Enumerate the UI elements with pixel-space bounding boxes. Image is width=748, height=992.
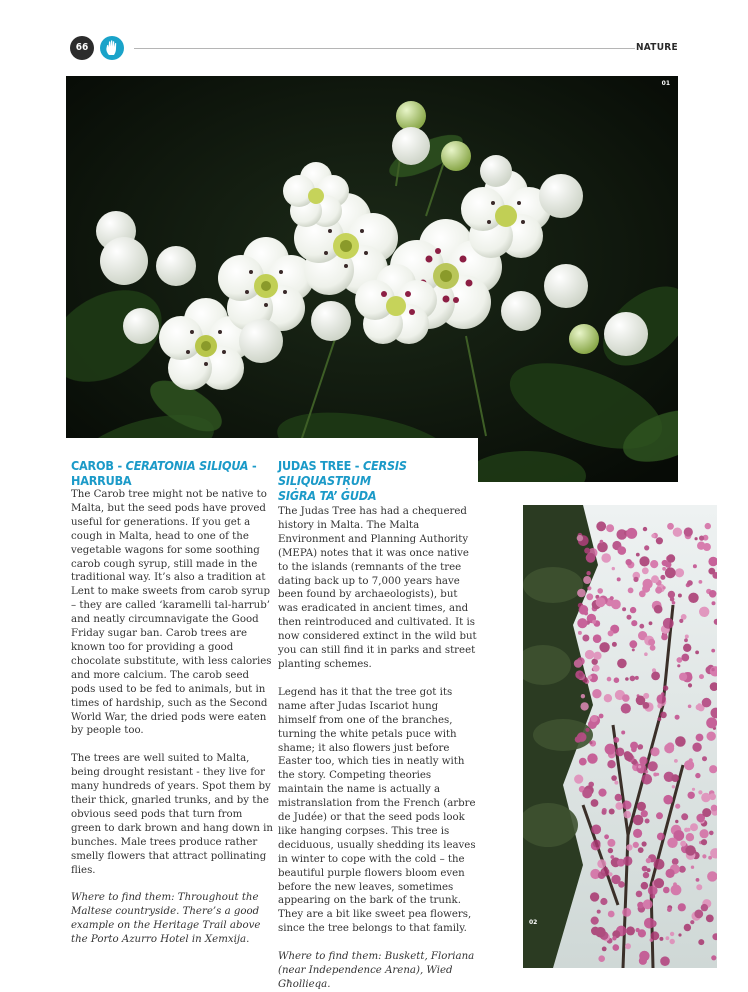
page-number-badge: 66 bbox=[70, 36, 94, 60]
carob-heading-latin: CERATONIA SILIQUA bbox=[125, 458, 249, 473]
carob-paragraph-1: The Carob tree might not be native to Malta, but the seed pods have proved useful for generations. If you get a cough in Malta, head to one of the vegetable wagons for some soothing carob cough syrup, still made in the traditional way. It’s also a tradition at Lent to make sweets from carob syrup – they are called ‘karamelli tal-harrub’ and neatly circumnavigate the Good Friday sugar ban. Carob trees are known too for providing a good chocolate substitute, with less calories and more calcium. The carob seed pods used to be fed to animals, but in times of hardship, such as the Second World War, the dried pods were eaten by people too. bbox=[71, 489, 272, 737]
carob-where-to-find: Where to find them: Throughout the Maltese countryside. There’s a good example on the Heritage Trail above the Porto Azurro Hotel in Xemxija. bbox=[71, 892, 261, 946]
carob-paragraph-2: The trees are well suited to Malta, being drought resistant - they live for many hundreds of years. Spot them by their thick, gnarled trunks, and by the obvious seed pods that turn from green to dark brown and hang down in bunches. Male trees produce rather smelly flowers that attract pollinating flies. bbox=[71, 753, 273, 876]
carob-heading-maltese: - HARRUBA bbox=[71, 458, 257, 488]
judas-heading-plain: JUDAS TREE - bbox=[278, 458, 363, 473]
main-photo-blossoms bbox=[66, 76, 678, 482]
photo-caption-number-02: 02 bbox=[529, 919, 538, 926]
judas-where-to-find: Where to find them: Buskett, Floriana (near Independence Arena), Wied Għollieqa. bbox=[278, 951, 475, 990]
judas-paragraph-1: The Judas Tree has had a chequered history in Malta. The Malta Environment and Planning Authority (MEPA) notes that it was once native to the islands (remnants of the tree dating back up to 7,000 years have been found by archaeologists), but was eradicated in ancient times, and then reintroduced and cultivated. It is now considered extinct in the wild but you can still find it in parks and street planting schemes. bbox=[278, 506, 477, 670]
hand-icon bbox=[100, 36, 124, 60]
judas-paragraph-2: Legend has it that the tree got its name after Judas Iscariot hung himself from one of the branches, turning the white petals puce with shame; it also flowers just before Easter too, which ties in neatly with the story. Competing theories maintain the name is actually a mistranslation from the French (arbre de Judée) or that the seed pods look like hanging corpses. This tree is deciduous, usually shedding its leaves in winter to cope with the cold – the beautiful purple flowers bloom even before the new leaves, sometimes appearing on the bark of the trunk. They are a bit like sweet pea flowers, since the tree belongs to that family. bbox=[278, 686, 476, 935]
carob-article bbox=[71, 488, 273, 947]
side-photo-judas-tree bbox=[523, 505, 717, 968]
judas-heading-latin: CERSIS SILIQUASTRUM bbox=[278, 458, 407, 488]
carob-heading-plain: CAROB - bbox=[71, 458, 126, 473]
page-header bbox=[0, 0, 748, 80]
header-rule bbox=[134, 48, 635, 49]
carob-heading bbox=[71, 458, 276, 488]
section-label: NATURE bbox=[635, 42, 678, 53]
photo-caption-number-01: 01 bbox=[661, 80, 670, 87]
judas-heading bbox=[278, 458, 478, 503]
judas-heading-maltese: SIĠRA TA’ ĠUDA bbox=[278, 488, 377, 503]
judas-article bbox=[278, 505, 478, 992]
